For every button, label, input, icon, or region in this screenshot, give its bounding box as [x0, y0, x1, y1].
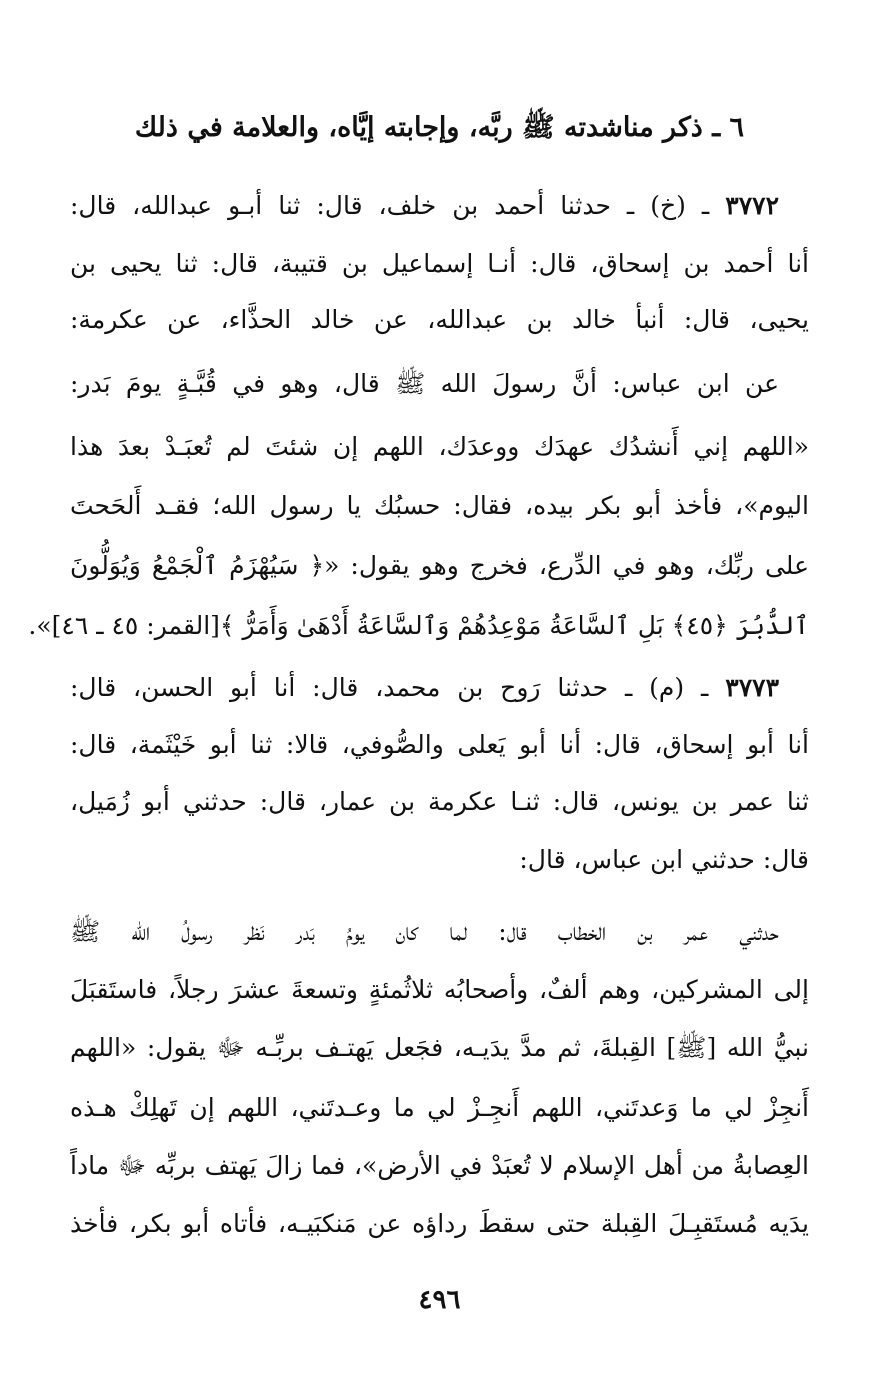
chapter-heading: ٦ ـ ذكر مناشدته ﷺ ربَّه، وإجابته إيَّاه، والعلامة في ذلك: [134, 112, 745, 143]
hadith-3772-line-4: عن ابن عباس: أنَّ رسولَ الله ﷺ قال، وهو في قُبَّـةٍ يومَ بَدر:: [70, 369, 779, 398]
hadith-3772-line-7: على ربِّك، وهو في الدِّرع، فخرج وهو يقول: «﴿ سَيُهْزَمُ ٱلْجَمْعُ وَيُوَلُّونَ: [70, 551, 809, 580]
hadith-3772-number: ٣٧٧٢: [725, 191, 779, 220]
hadith-3772-line-3: يحيى، قال: أنبأ خالد بن عبدالله، عن خالد الحذَّاء، عن عكرمة:: [70, 305, 809, 334]
hadith-3773-line-3: ثنا عمر بن يونس، قال: ثنـا عكرمة بن عمار، قال: حدثني أبو زُمَيل،: [70, 787, 809, 816]
hadith-3773-line-7: نبيُّ الله [ﷺ] القِبلةَ، ثم مدَّ يدَيـه، فجَعل يَهتـف بربِّـه ﷻ يقول: «اللهم: [70, 1033, 809, 1062]
hadith-3773-number: ٣٧٧٣: [725, 673, 779, 702]
hadith-3773-line-1: [70, 660, 779, 716]
hadith-3772-line-2: أنا أحمد بن إسحاق، قال: أنـا إسماعيل بن قتيبة، قال: ثنا يحيى بن: [70, 249, 809, 278]
hadith-3773-line-10: يدَيه مُستَقبِـلَ القِبلة حتى سقطَ رداؤه عن مَنكبَيـه، فأتاه أبو بكر، فأخذ: [70, 1209, 809, 1238]
hadith-3772-line-1: [70, 178, 779, 234]
hadith-3773-line-6: إلى المشركين، وهم ألفٌ، وأصحابُه ثلاثُمئةٍ وتسعةَ عشرَ رجلاً، فاستَقبَلَ: [70, 975, 809, 1004]
hadith-3772-line-6: اليوم»، فأخذ أبو بكر بيده، فقال: حسبُك يا رسول الله؛ فقـد أَلحَحتَ: [70, 491, 809, 520]
hadith-3773-line-8: أَنجِزْ لي ما وَعدتَني، اللهم أَنجِـزْ لي ما وعـدتَني، اللهم إن تَهلِكْ هـذه: [70, 1093, 809, 1122]
hadith-3773-line-4: قال: حدثني ابن عباس، قال:: [519, 845, 809, 874]
hadith-3773-line-9: العِصابةُ من أهل الإسلام لا تُعبَدْ في الأرض»، فما زالَ يَهتف بربِّه ﷻ ماداً: [70, 1151, 809, 1180]
hadith-3773-text-1: ـ (م) ـ حدثنا رَوح بن محمد، قال: أنا أبو الحسن، قال:: [70, 673, 709, 702]
page-number: ٤٩٦: [418, 1285, 461, 1315]
hadith-3773-line-2: أنا أبو إسحاق، قال: أنا أبو يَعلى والصُّوفي، قالا: ثنا أبو خَيْثَمة، قال:: [70, 730, 809, 759]
hadith-3772-line-5: «اللهم إني أَنشدُك عهدَك ووعدَك، اللهم إن شئتَ لم تُعبَـدْ بعدَ هذا: [70, 432, 809, 461]
hadith-3772-line-8: ٱلدُّبُرَ ﴿٤٥﴾ بَلِ ٱلسَّاعَةُ مَوْعِدُهُمْ وَٱلسَّاعَةُ أَدْهَىٰ وَأَمَرُّ ﴾[القمر: ٤٥ ـ ٤٦]».: [28, 611, 809, 640]
hadith-3772-text-1: ـ (خ) ـ حدثنا أحمد بن خلف، قال: ثنا أبـو عبدالله، قال:: [70, 191, 710, 220]
hadith-3773-line-5: حدثني عمر بن الخطاب قال: لما كان يومُ بَدر نَظر رسولُ الله ﷺ: [70, 917, 779, 946]
